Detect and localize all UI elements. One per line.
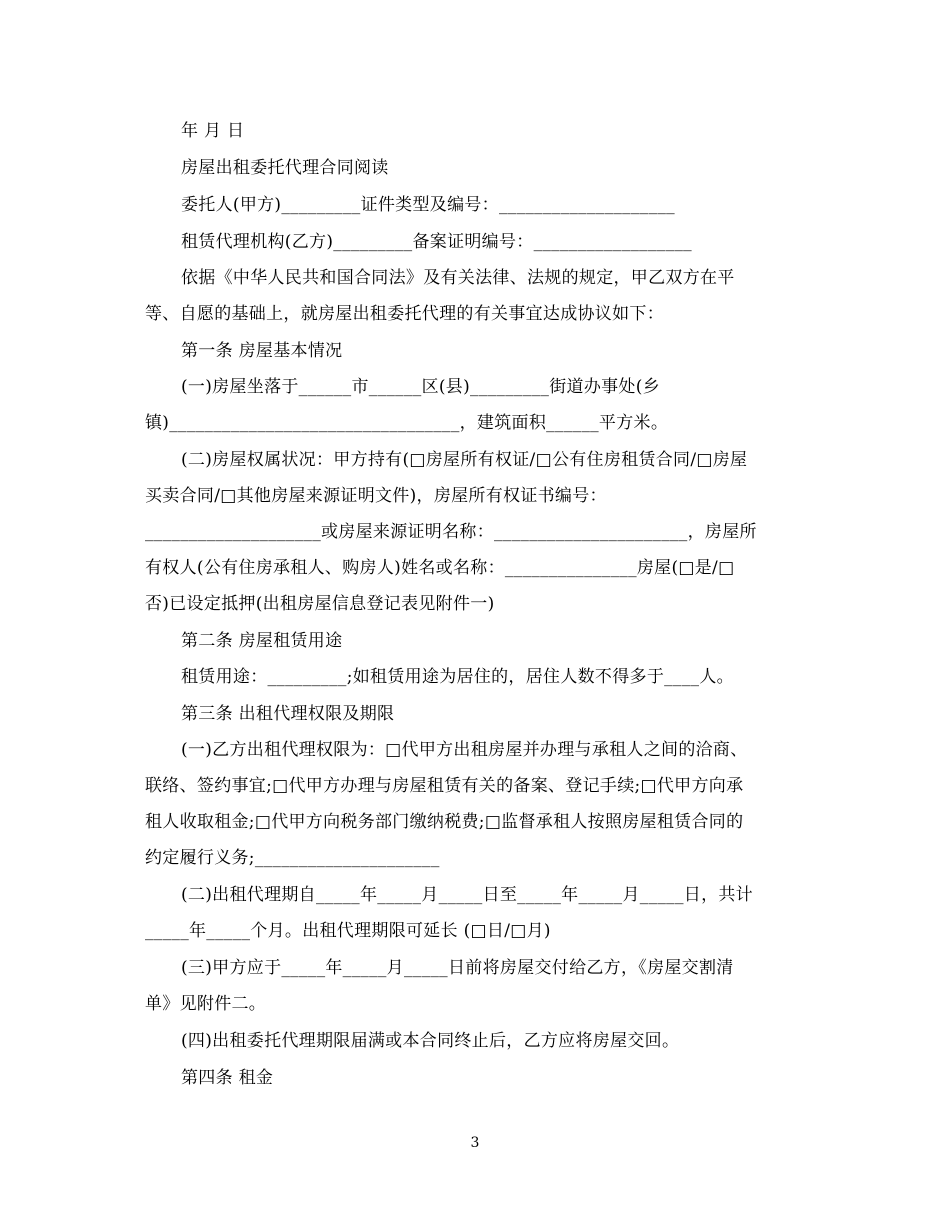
article-3-item-2-line-2: _____年_____个月。出租代理期限可延长 (□日/□月) — [145, 921, 551, 941]
page-number: 3 — [470, 1135, 480, 1151]
document-title: 房屋出租委托代理合同阅读 — [181, 158, 389, 178]
article-1-item-2-line-2: 买卖合同/□其他房屋来源证明文件)，房屋所有权证书编号： — [145, 486, 607, 506]
article-1-item-2-line-3: ____________________或房屋来源证明名称：______________________，房屋所 — [145, 522, 757, 542]
article-3-item-4: (四)出租委托代理期限届满或本合同终止后，乙方应将房屋交回。 — [181, 1031, 680, 1051]
article-3-item-2-line-1: (二)出租代理期自_____年_____月_____日至_____年_____月_____日，共计 — [181, 885, 753, 905]
article-1-item-1-line-2: 镇)_________________________________，建筑面积______平方米。 — [145, 413, 669, 433]
date-line: 年 月 日 — [181, 121, 245, 141]
article-4-heading: 第四条 租金 — [181, 1068, 274, 1088]
article-1-item-2-line-4: 有权人(公有住房承租人、购房人)姓名或名称：_______________房屋(□是/□ — [145, 558, 735, 578]
agent-line: 租赁代理机构(乙方)_________备案证明编号：__________________ — [181, 232, 692, 252]
preamble-line-1: 依据《中华人民共和国合同法》及有关法律、法规的规定，甲乙双方在平 — [181, 268, 735, 288]
article-3-item-3-line-1: (三)甲方应于_____年_____月_____日前将房屋交付给乙方，《房屋交割清 — [181, 958, 734, 978]
article-1-item-2-line-5: 否)已设定抵押(出租房屋信息登记表见附件一) — [145, 594, 495, 614]
principal-line: 委托人(甲方)_________证件类型及编号：____________________ — [181, 195, 675, 215]
article-3-item-1-line-1: (一)乙方出租代理权限为：□代甲方出租房屋并办理与承租人之间的洽商、 — [181, 740, 748, 760]
article-3-item-3-line-2: 单》见附件二。 — [145, 994, 267, 1014]
article-3-item-1-line-2: 联络、签约事宜;□代甲方办理与房屋租赁有关的备案、登记手续;□代甲方向承 — [145, 776, 744, 796]
article-3-heading: 第三条 出租代理权限及期限 — [181, 704, 395, 724]
article-2-body: 租赁用途：_________;如租赁用途为居住的，居住人数不得多于____人。 — [181, 667, 734, 687]
article-1-heading: 第一条 房屋基本情况 — [181, 341, 343, 361]
preamble-line-2: 等、自愿的基础上，就房屋出租委托代理的有关事宜达成协议如下： — [145, 304, 664, 324]
article-1-item-2-line-1: (二)房屋权属状况：甲方持有(□房屋所有权证/□公有住房租赁合同/□房屋 — [181, 450, 748, 470]
article-2-heading: 第二条 房屋租赁用途 — [181, 631, 343, 651]
article-1-item-1-line-1: (一)房屋坐落于______市______区(县)_________街道办事处(乡 — [181, 377, 660, 397]
article-3-item-1-line-4: 约定履行义务;_____________________ — [145, 848, 440, 868]
article-3-item-1-line-3: 租人收取租金;□代甲方向税务部门缴纳税费;□监督承租人按照房屋租赁合同的 — [145, 812, 744, 832]
